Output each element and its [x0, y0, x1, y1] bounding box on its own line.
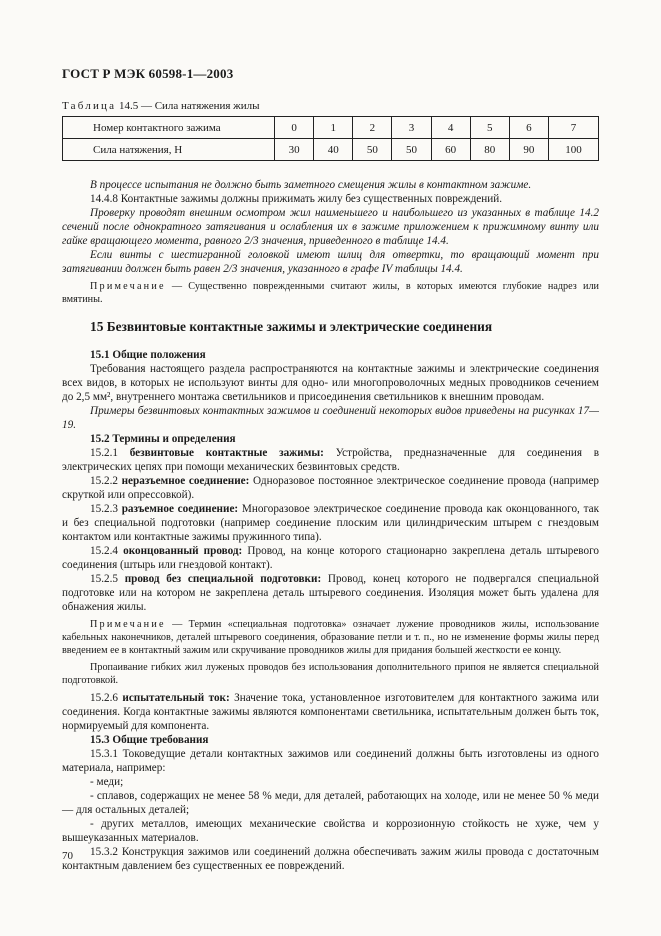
list-item: - сплавов, содержащих не менее 58 % меди, для деталей, работающих на холоде, или не менее 50 % меди — для остальных деталей; [62, 790, 599, 816]
note-label: Примечание [90, 619, 166, 630]
definition [62, 446, 599, 474]
table-cell: 7 [548, 117, 598, 139]
definition-text: Провод, конец которого не подвергался специальной подготовке или на котором не закреплена деталь штыревого соединения. Изоляция может быть удалена для обнажения жилы. [62, 573, 600, 613]
definition-number: 15.2.5 [90, 573, 125, 585]
definition [62, 502, 599, 544]
note-text: — Термин «специальная подготовка» означает лужение проводников жилы, использование кабельных наконечников, деталей штыревого соединения, образование петли и т. п., но не изменение формы жилы перед введением ее в контактный зажим или скручивание проводников жилы для придания большей жесткости ее концу. [62, 619, 599, 656]
definition-number: 15.2.1 [90, 447, 130, 459]
table-row [63, 117, 599, 139]
subsection-heading: 15.1 Общие положения [90, 349, 206, 361]
definition-number: 15.2.6 [90, 692, 123, 704]
table-cell: 4 [431, 117, 470, 139]
document-body [62, 178, 599, 873]
paragraph: 15.3.1 Токоведущие детали контактных зажимов или соединений должны быть изготовлены из одного материала, например: [62, 748, 599, 774]
paragraph: Если винты с шестигранной головкой имеют шлиц для отвертки, то вращающий момент при затягивании должен быть равен 2/3 значения, указанного в графе IV таблицы 14.4. [62, 249, 599, 275]
definition-text: Устройства, предназначенные для соединения в электрических цепях при помощи механических безвинтовых средств. [62, 447, 599, 473]
paragraph: 14.4.8 Контактные зажимы должны прижимать жилу без существенных повреждений. [90, 193, 502, 205]
table-row-label: Номер контактного зажима [63, 117, 275, 139]
table-cell: 2 [353, 117, 392, 139]
page-number: 70 [62, 850, 73, 862]
table-cell: 80 [470, 139, 509, 161]
definition [62, 572, 599, 614]
subsection-heading: 15.2 Термины и определения [90, 433, 236, 445]
table-cell: 90 [509, 139, 548, 161]
table-cell: 50 [353, 139, 392, 161]
definition-text: Одноразовое постоянное электрическое соединение провода (например скруткой или опрессовкой). [62, 475, 600, 501]
table-cell: 50 [392, 139, 431, 161]
list-item: - меди; [90, 776, 124, 788]
table-cell: 30 [275, 139, 314, 161]
definition-term: неразъемное соединение: [121, 475, 250, 487]
table-cell: 100 [548, 139, 598, 161]
definition [62, 474, 599, 502]
paragraph: 15.3.2 Конструкция зажимов или соединений должна обеспечивать зажим жилы провода с достаточным контактным давлением без существенных ее повреждений. [62, 846, 599, 872]
table-cell: 0 [275, 117, 314, 139]
list-item: - других металлов, имеющих механические свойства и коррозионную стойкость не хуже, чем у вышеуказанных материалов. [62, 818, 599, 844]
table-cell: 1 [314, 117, 353, 139]
definition [62, 544, 599, 572]
definition-term: безвинтовые контактные зажимы: [129, 447, 324, 459]
table-caption-word: Таблица [62, 100, 117, 112]
tension-table [62, 116, 599, 161]
definition-number: 15.2.3 [90, 503, 122, 515]
paragraph: Требования настоящего раздела распространяются на контактные зажимы и электрические соединения всех видов, в которых не используют винты для одно- или многопроволочных медных проводников сечением до 2,5 мм², внутреннего монтажа светильников и присоединения светильников к внешним проводам. [62, 363, 599, 403]
definition-text: Провод, на конце которого стационарно закреплена деталь штыревого соединения (штырь или гнездовой контакт). [62, 545, 600, 571]
note-label: Примечание [90, 281, 166, 292]
table-row-label: Сила натяжения, Н [63, 139, 275, 161]
table-cell: 3 [392, 117, 431, 139]
note [62, 280, 599, 306]
paragraph: Проверку проводят внешним осмотром жил наименьшего и наибольшего из указанных в таблице 14.2 сечений после однократного затягивания и ослабления их в зажиме приложением к прижимному винту или гайке вращающего момента, равного 2/3 значения, приведенного в таблице 14.4. [62, 207, 599, 247]
definition-term: оконцованный провод: [123, 545, 243, 557]
note [62, 618, 599, 657]
note-paragraph: Пропаивание гибких жил луженых проводов без использования дополнительного припоя не является специальной подготовкой. [62, 662, 599, 686]
definition-term: провод без специальной подготовки: [124, 573, 322, 585]
note-text: — Существенно поврежденными считают жилы, в которых имеются глубокие надрез или вмятины. [62, 281, 599, 305]
table-row [63, 139, 599, 161]
section-heading: 15 Безвинтовые контактные зажимы и электрические соединения [90, 319, 493, 334]
definition-term: разъемное соединение: [121, 503, 239, 515]
paragraph: Примеры безвинтовых контактных зажимов и соединений некоторых видов приведены на рисунках 17—19. [62, 405, 599, 431]
document-header: ГОСТ Р МЭК 60598-1—2003 [62, 66, 234, 81]
subsection-heading: 15.3 Общие требования [90, 734, 209, 746]
table-cell: 40 [314, 139, 353, 161]
definition-text: Многоразовое электрическое соединение провода как оконцованного, так и без специальной подготовки (например соединение плоским или цилиндрическим штырем с гнездовым контактом или контактные зажимы пружинного типа). [62, 503, 600, 543]
definition [62, 691, 599, 733]
definition-term: испытательный ток: [122, 692, 230, 704]
table-cell: 5 [470, 117, 509, 139]
definition-text: Значение тока, установленное изготовителем для контактного зажима или соединения. Когда контактные зажимы являются компонентами светильника, испытательным должен быть ток, нормируемый для компонента. [62, 692, 599, 732]
definition-number: 15.2.2 [90, 475, 122, 487]
table-cell: 6 [509, 117, 548, 139]
table-caption-text: 14.5 — Сила натяжения жилы [118, 100, 260, 112]
table-cell: 60 [431, 139, 470, 161]
definition-number: 15.2.4 [90, 545, 124, 557]
table-caption [62, 100, 260, 112]
paragraph: В процессе испытания не должно быть заметного смещения жилы в контактном зажиме. [90, 179, 532, 191]
